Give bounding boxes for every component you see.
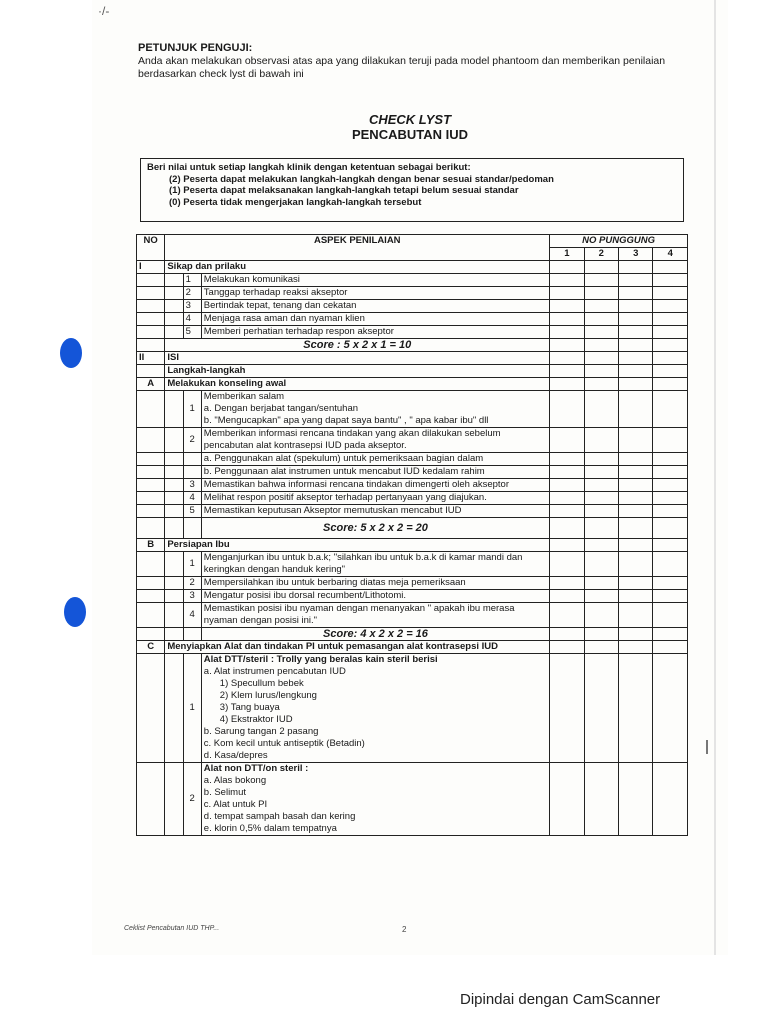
subsection-letter: A bbox=[137, 378, 165, 391]
header-col-3: 3 bbox=[619, 248, 653, 261]
item-text: Memberikan informasi rencana tindakan yang akan dilakukan sebelum pencabutan alat kontrasepsi IUD pada akseptor. bbox=[201, 428, 549, 453]
item-number: 2 bbox=[183, 577, 201, 590]
table-row bbox=[137, 274, 688, 287]
item-line: a. Dengan berjabat tangan/sentuhan bbox=[203, 403, 359, 414]
table-row bbox=[137, 313, 688, 326]
header-no-punggung: NO PUNGGUNG bbox=[550, 235, 688, 248]
score-text: Score : 5 x 2 x 1 = 10 bbox=[165, 339, 550, 352]
subsection-title: Menyiapkan Alat dan tindakan PI untuk pemasangan alat kontrasepsi IUD bbox=[165, 641, 550, 654]
header-aspek: ASPEK PENILAIAN bbox=[165, 235, 550, 261]
item-line: d. Kasa/depres bbox=[203, 750, 268, 761]
subsection-row bbox=[137, 378, 688, 391]
item-line: 3) Tang buaya bbox=[219, 702, 280, 713]
item-line: 2) Klem lurus/lengkung bbox=[219, 690, 317, 701]
subsection-title: Melakukan konseling awal bbox=[165, 378, 550, 391]
subsection-title: Persiapan Ibu bbox=[165, 539, 550, 552]
page-edge bbox=[714, 0, 716, 955]
item-number: 3 bbox=[183, 479, 201, 492]
title-line1: CHECK LYST bbox=[368, 112, 452, 127]
section-title: Sikap dan prilaku bbox=[165, 261, 550, 274]
score-row bbox=[137, 628, 688, 641]
pen-marks: ·/- bbox=[98, 4, 110, 18]
item-number: 4 bbox=[183, 313, 201, 326]
section-no: I bbox=[137, 261, 165, 274]
instructions-heading: PETUNJUK PENGUJI: bbox=[138, 42, 253, 54]
item-text: Memastikan bahwa informasi rencana tindakan dimengerti oleh akseptor bbox=[201, 479, 549, 492]
camscanner-watermark: Dipindai dengan CamScanner bbox=[460, 991, 661, 1008]
score-text: Score: 4 x 2 x 2 = 16 bbox=[201, 628, 549, 641]
item-text: Memberi perhatian terhadap respon akseptor bbox=[201, 326, 549, 339]
punch-hole-mark bbox=[60, 338, 82, 368]
table-row bbox=[137, 763, 688, 836]
section-title: ISI bbox=[165, 352, 550, 365]
item-text: Mempersilahkan ibu untuk berbaring diatas meja pemeriksaan bbox=[201, 577, 549, 590]
item-line: b. Selimut bbox=[203, 787, 247, 798]
item-line: b. "Mengucapkan" apa yang dapat saya bantu" , " apa kabar ibu" dll bbox=[203, 415, 489, 426]
item-text bbox=[201, 391, 549, 428]
item-text: Bertindak tepat, tenang dan cekatan bbox=[201, 300, 549, 313]
table-row bbox=[137, 552, 688, 577]
item-text: Melakukan komunikasi bbox=[201, 274, 549, 287]
table-row bbox=[137, 453, 688, 466]
checklist-table bbox=[136, 234, 688, 836]
item-text: Tanggap terhadap reaksi akseptor bbox=[201, 287, 549, 300]
scan-artifact bbox=[706, 740, 708, 754]
subtitle-row bbox=[137, 365, 688, 378]
score-row bbox=[137, 518, 688, 539]
score-row bbox=[137, 339, 688, 352]
table-row bbox=[137, 326, 688, 339]
subtitle-text: Langkah-langkah bbox=[165, 365, 550, 378]
section-row bbox=[137, 352, 688, 365]
item-text bbox=[201, 763, 549, 836]
table-row bbox=[137, 466, 688, 479]
item-text: b. Penggunaan alat instrumen untuk mencabut IUD kedalam rahim bbox=[201, 466, 549, 479]
item-text: Menganjurkan ibu untuk b.a.k; "silahkan ibu untuk b.a.k di kamar mandi dan keringkan dengan handuk kering" bbox=[201, 552, 549, 577]
legend-item: (2) Peserta dapat melakukan langkah-langkah dengan benar sesuai standar/pedoman bbox=[169, 173, 554, 185]
header-col-4: 4 bbox=[653, 248, 688, 261]
punch-hole-mark bbox=[64, 597, 86, 627]
table-row bbox=[137, 479, 688, 492]
item-number: 4 bbox=[183, 492, 201, 505]
item-line: c. Kom kecil untuk antiseptik (Betadin) bbox=[203, 738, 365, 749]
legend-item: (1) Peserta dapat melaksanakan langkah-langkah tetapi belum sesuai standar bbox=[169, 185, 519, 196]
table-row bbox=[137, 287, 688, 300]
item-number: 1 bbox=[183, 391, 201, 428]
instructions-text: Anda akan melakukan observasi atas apa yang dilakukan teruji pada model phantoom dan memberikan penilaian berdasarkan check lyst di bawah ini bbox=[138, 55, 666, 80]
item-line: 1) Specullum bebek bbox=[219, 678, 304, 689]
item-line: e. klorin 0,5% dalam tempatnya bbox=[203, 823, 337, 834]
section-row bbox=[137, 261, 688, 274]
title-line2: PENCABUTAN IUD bbox=[351, 127, 469, 142]
subsection-row bbox=[137, 539, 688, 552]
header-col-2: 2 bbox=[584, 248, 618, 261]
item-number: 3 bbox=[183, 590, 201, 603]
item-text: Melihat respon positif akseptor terhadap pertanyaan yang diajukan. bbox=[201, 492, 549, 505]
table-row bbox=[137, 590, 688, 603]
section-no: II bbox=[137, 352, 165, 365]
score-text: Score: 5 x 2 x 2 = 20 bbox=[201, 518, 549, 539]
item-title: Alat DTT/steril : Trolly yang beralas kain steril berisi bbox=[203, 654, 438, 665]
document-title bbox=[300, 112, 520, 142]
item-line: b. Sarung tangan 2 pasang bbox=[203, 726, 319, 737]
item-text: Mengatur posisi ibu dorsal recumbent/Lithotomi. bbox=[201, 590, 549, 603]
item-line: a. Alat instrumen pencabutan IUD bbox=[203, 666, 346, 677]
page-number: 2 bbox=[402, 925, 407, 934]
item-text: Menjaga rasa aman dan nyaman klien bbox=[201, 313, 549, 326]
subsection-letter: B bbox=[137, 539, 165, 552]
table-row bbox=[137, 505, 688, 518]
item-number: 1 bbox=[183, 552, 201, 577]
table-row bbox=[137, 428, 688, 453]
legend-item: (0) Peserta tidak mengerjakan langkah-langkah tersebut bbox=[169, 196, 422, 208]
item-number: 4 bbox=[183, 603, 201, 628]
item-number: 1 bbox=[183, 274, 201, 287]
item-line: a. Alas bokong bbox=[203, 775, 267, 786]
table-row bbox=[137, 391, 688, 428]
table-row bbox=[137, 654, 688, 763]
item-title: Alat non DTT/on steril : bbox=[203, 763, 309, 774]
table-row bbox=[137, 603, 688, 628]
instructions bbox=[138, 42, 678, 81]
item-text bbox=[201, 654, 549, 763]
item-number: 2 bbox=[183, 763, 201, 836]
item-line: Memberikan salam bbox=[203, 391, 285, 402]
item-number: 1 bbox=[183, 654, 201, 763]
item-line: c. Alat untuk PI bbox=[203, 799, 268, 810]
table-row bbox=[137, 300, 688, 313]
table-row bbox=[137, 492, 688, 505]
table-row bbox=[137, 577, 688, 590]
item-text: Memastikan keputusan Akseptor memutuskan mencabut IUD bbox=[201, 505, 549, 518]
header-col-1: 1 bbox=[550, 248, 584, 261]
item-line: d. tempat sampah basah dan kering bbox=[203, 811, 356, 822]
item-line: 4) Ekstraktor IUD bbox=[219, 714, 293, 725]
legend-intro: Beri nilai untuk setiap langkah klinik dengan ketentuan sebagai berikut: bbox=[147, 162, 471, 173]
header-no: NO bbox=[137, 235, 165, 261]
item-number: 3 bbox=[183, 300, 201, 313]
subsection-letter: C bbox=[137, 641, 165, 654]
item-number: 2 bbox=[183, 287, 201, 300]
item-number: 2 bbox=[183, 428, 201, 453]
item-number: 5 bbox=[183, 505, 201, 518]
subsection-row bbox=[137, 641, 688, 654]
item-text: Memastikan posisi ibu nyaman dengan menanyakan " apakah ibu merasa nyaman dengan posisi ini." bbox=[201, 603, 549, 628]
scoring-legend bbox=[140, 158, 684, 222]
item-text: a. Penggunakan alat (spekulum) untuk pemeriksaan bagian dalam bbox=[201, 453, 549, 466]
footer-left: Ceklist Pencabutan IUD THP... bbox=[124, 925, 220, 932]
item-number: 5 bbox=[183, 326, 201, 339]
